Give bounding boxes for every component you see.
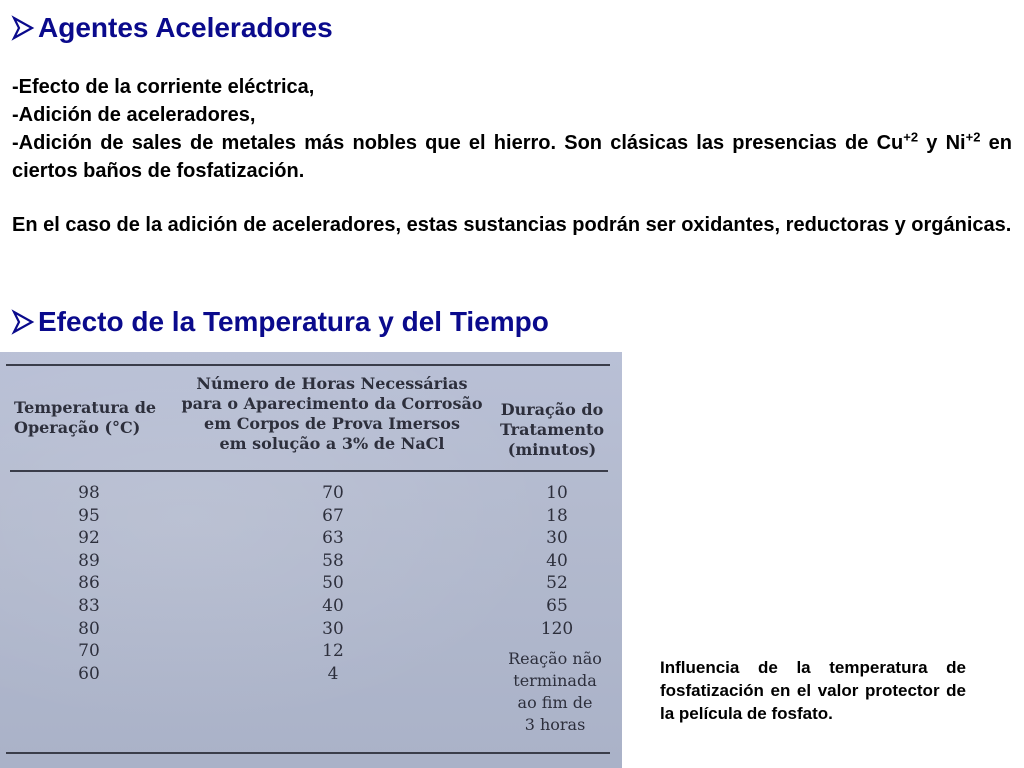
table-cell-duration: 30 <box>546 528 568 549</box>
bullet-item: -Adición de aceleradores, <box>12 104 256 126</box>
table-cell-temperature: 70 <box>78 641 100 662</box>
table-header-rule <box>10 470 608 472</box>
section-title: Agentes Aceleradores <box>38 12 333 43</box>
table-note: Reação não terminada ao fim de 3 horas <box>508 649 602 734</box>
scanned-table <box>0 352 622 768</box>
paragraph-text: En el caso de la adición de aceleradores, estas sustancias podrán ser oxidantes, reductoras y orgánicas. <box>12 214 1012 236</box>
bullet-item: -Efecto de la corriente eléctrica, <box>12 76 315 98</box>
table-cell-hours: 70 <box>322 483 344 503</box>
section-heading-temperatura <box>10 306 549 338</box>
table-cell-duration: 10 <box>546 483 568 503</box>
table-header-duration: Duração do Tratamento (minutos) <box>499 400 605 459</box>
table-cell-duration: 52 <box>546 573 568 594</box>
table-cell-hours: 58 <box>322 550 344 571</box>
table-cell-hours: 30 <box>322 618 344 639</box>
table-top-rule <box>6 364 610 366</box>
table-bottom-rule <box>6 752 610 754</box>
table-cell-hours: 4 <box>327 663 339 684</box>
table-cell-temperature: 60 <box>78 663 100 684</box>
table-cell-temperature: 89 <box>78 550 100 571</box>
table-cell-temperature: 86 <box>78 573 100 594</box>
table-cell-temperature: 95 <box>78 505 100 526</box>
paragraph <box>12 211 1012 239</box>
table-cell-hours: 67 <box>322 505 344 526</box>
arrow-bullet-icon <box>10 15 36 41</box>
table-cell-duration: 18 <box>546 505 568 526</box>
section-title: Efecto de la Temperatura y del Tiempo <box>38 306 549 337</box>
table-cell-hours: 63 <box>322 528 344 549</box>
table-cell-hours: 40 <box>322 596 344 616</box>
table-cell-temperature: 83 <box>78 596 100 616</box>
table-cell-duration: 40 <box>546 550 568 571</box>
bullet-item: -Adición de sales de metales más nobles que el hierro. Son clásicas las presencias de $Cu^{+2}$ y $Ni^{+2}$ en ciertos baños de fosfatización. <box>12 129 1012 182</box>
table-cell-temperature: 92 <box>78 528 100 549</box>
section-heading-aceleradores <box>10 12 333 44</box>
table-cell-temperature: 80 <box>78 618 100 639</box>
table-cell-duration: 120 <box>540 618 574 639</box>
arrow-bullet-icon <box>10 309 36 335</box>
table-header-temperature: Temperatura de Operação (°C) <box>14 398 157 437</box>
table-cell-temperature: 98 <box>78 483 100 503</box>
table-cell-duration: 65 <box>546 596 568 616</box>
table-cell-hours: 12 <box>322 641 344 662</box>
table-cell-hours: 50 <box>322 573 344 594</box>
bullet-list <box>12 73 1012 185</box>
table-header-hours: Número de Horas Necessárias para o Aparecimento da Corrosão em Corpos de Prova Imersos em solução a 3% de NaCl <box>181 374 483 453</box>
figure-caption: Influencia de la temperatura de fosfatización en el valor protector de la película de fosfato. <box>660 658 966 723</box>
